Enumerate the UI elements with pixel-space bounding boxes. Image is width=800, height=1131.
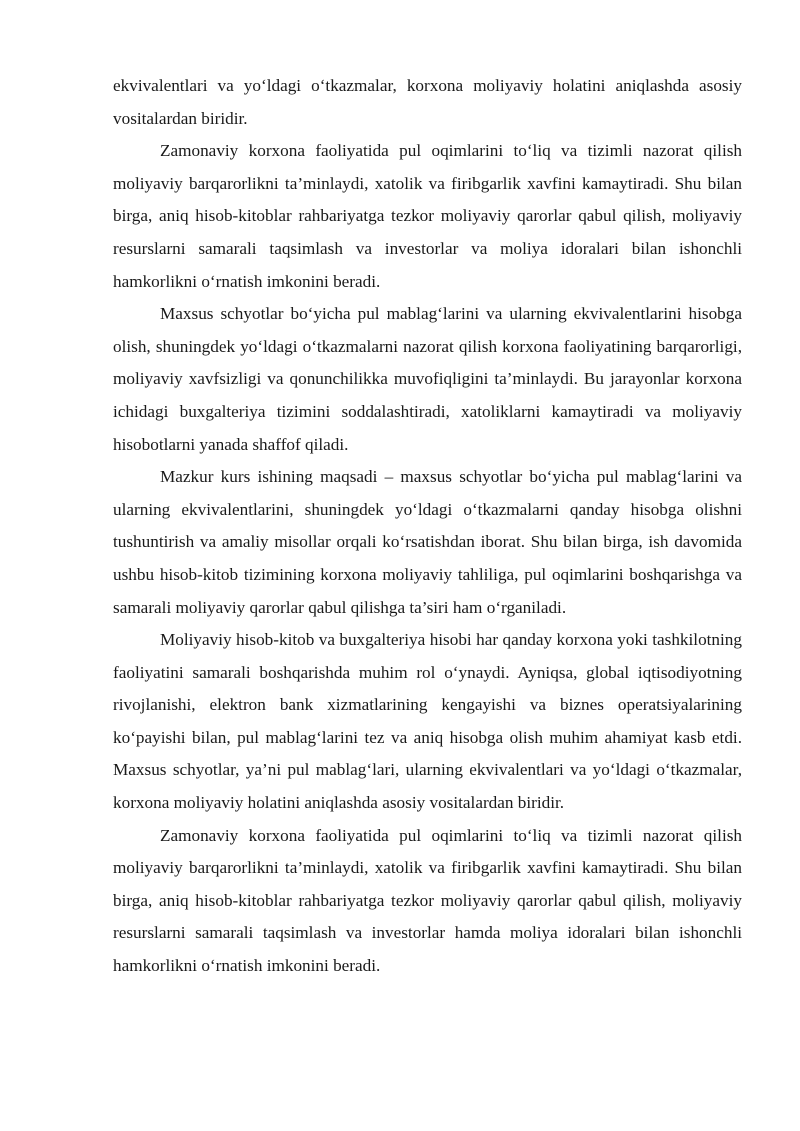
paragraph: Maxsus schyotlar bo‘yicha pul mablag‘larini va ularning ekvivalentlarini hisobga olish, shuningdek yo‘ldagi o‘tkazmalarni nazorat qilish korxona faoliyatining barqarorligi, moliyaviy xavfsizligi va qonunchilikka muvofiqligini ta’minlaydi. Bu jarayonlar korxona ichidagi buxgalteriya tizimini soddalashtiradi, xatoliklarni kamaytiradi va moliyaviy hisobotlarni yanada shaffof qiladi. (113, 304, 742, 454)
document-page (113, 70, 742, 983)
paragraph-continued: ekvivalentlari va yo‘ldagi o‘tkazmalar, korxona moliyaviy holatini aniqlashda asosiy vositalardan biridir. (113, 76, 742, 128)
paragraph: Moliyaviy hisob-kitob va buxgalteriya hisobi har qanday korxona yoki tashkilotning faoliyatini samarali boshqarishda muhim rol o‘ynaydi. Ayniqsa, global iqtisodiyotning rivojlanishi, elektron bank xizmatlarining kengayishi va biznes operatsiyalarining ko‘payishi bilan, pul mablag‘larini tez va aniq hisobga olish muhim ahamiyat kasb etdi. Maxsus schyotlar, ya’ni pul mablag‘lari, ularning ekvivalentlari va yo‘ldagi o‘tkazmalar, korxona moliyaviy holatini aniqlashda asosiy vositalardan biridir. (113, 630, 742, 813)
paragraph: Zamonaviy korxona faoliyatida pul oqimlarini to‘liq va tizimli nazorat qilish moliyaviy barqarorlikni ta’minlaydi, xatolik va firibgarlik xavfini kamaytiradi. Shu bilan birga, aniq hisob-kitoblar rahbariyatga tezkor moliyaviy qarorlar qabul qilish, moliyaviy resurslarni samarali taqsimlash va investorlar hamda moliya idoralari bilan ishonchli hamkorlikni o‘rnatish imkonini beradi. (113, 825, 742, 976)
paragraph: Zamonaviy korxona faoliyatida pul oqimlarini to‘liq va tizimli nazorat qilish moliyaviy barqarorlikni ta’minlaydi, xatolik va firibgarlik xavfini kamaytiradi. Shu bilan birga, aniq hisob-kitoblar rahbariyatga tezkor moliyaviy qarorlar qabul qilish, moliyaviy resurslarni samarali taqsimlash va investorlar va moliya idoralari bilan ishonchli hamkorlikni o‘rnatish imkonini beradi. (113, 141, 742, 291)
paragraph: Mazkur kurs ishining maqsadi – maxsus schyotlar bo‘yicha pul mablag‘larini va ularning ekvivalentlarini, shuningdek yo‘ldagi o‘tkazmalarni qanday hisobga olishni tushuntirish va amaliy misollar orqali ko‘rsatishdan iborat. Shu bilan birga, ish davomida ushbu hisob-kitob tizimining korxona moliyaviy tahliliga, pul oqimlarini boshqarishga va samarali moliyaviy qarorlar qabul qilishga ta’siri ham o‘rganiladi. (113, 467, 742, 617)
